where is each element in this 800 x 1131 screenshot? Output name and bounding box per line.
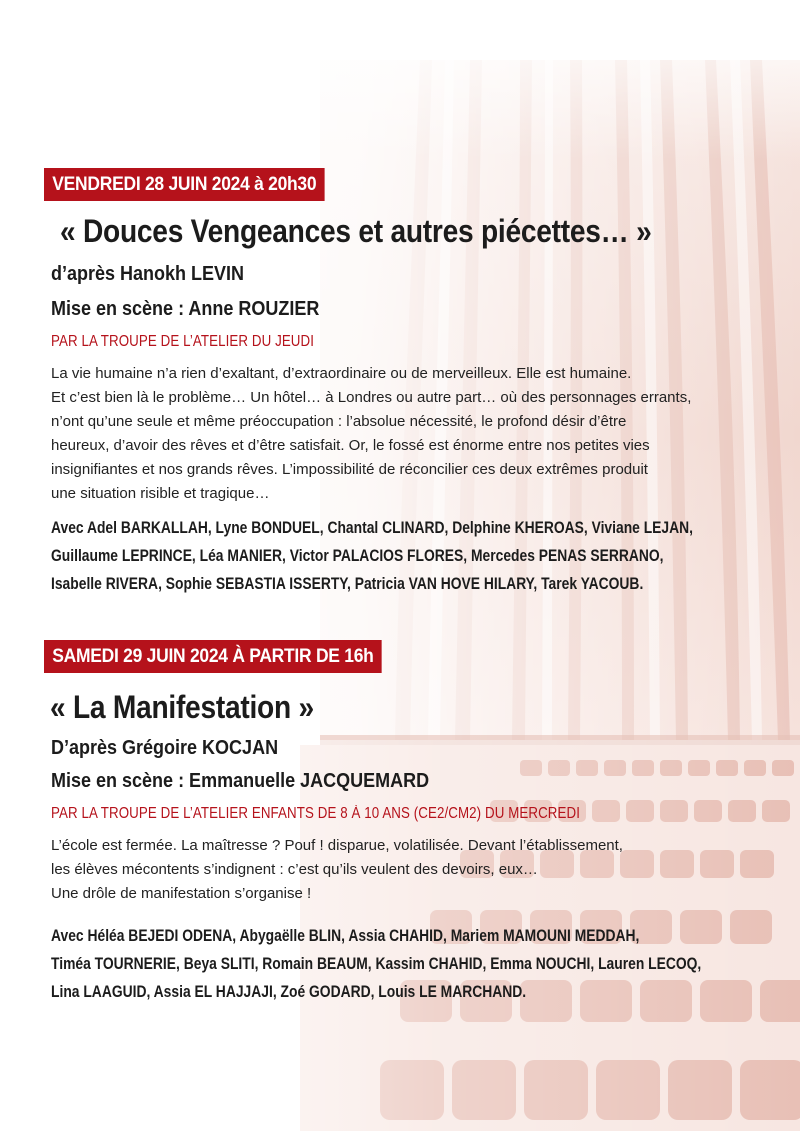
event-1-description-line: Et c’est bien là le problème… Un hôtel… à Londres ou autre part… où des personnages errants, (51, 389, 692, 406)
event-1-author: d’après Hanokh LEVIN (51, 263, 245, 285)
event-2-director: Mise en scène : Emmanuelle JACQUEMARD (51, 770, 430, 792)
event-1-cast-line: Avec Adel BARKALLAH, Lyne BONDUEL, Chantal CLINARD, Delphine KHEROAS, Viviane LEJAN, (51, 519, 694, 537)
event-2-cast-line: Avec Héléa BEJEDI ODENA, Abygaëlle BLIN, Assia CHAHID, Mariem MAMOUNI MEDDAH, (51, 927, 640, 945)
event-1-title: « Douces Vengeances et autres piécettes… » (60, 213, 652, 249)
event-1-description-line: La vie humaine n’a rien d’exaltant, d’extraordinaire ou de merveilleux. Elle est humaine. (51, 365, 632, 382)
event-2-description (51, 834, 791, 906)
event-1-cast-line: Guillaume LEPRINCE, Léa MANIER, Victor PALACIOS FLORES, Mercedes PENAS SERRANO, (51, 547, 664, 565)
event-1-description-line: une situation risible et tragique… (51, 485, 270, 502)
event-2-troupe: PAR LA TROUPE DE L’ATELIER ENFANTS DE 8 À 10 ANS (CE2/CM2) DU MERCREDI (51, 805, 580, 822)
event-1-cast-line: Isabelle RIVERA, Sophie SEBASTIA ISSERTY, Patricia VAN HOVE HILARY, Tarek YACOUB. (51, 575, 644, 593)
event-2-author: D’après Grégoire KOCJAN (51, 737, 279, 759)
event-1-description (51, 362, 791, 506)
event-1-director: Mise en scène : Anne ROUZIER (51, 298, 320, 320)
event-2-date-banner: SAMEDI 29 JUIN 2024 À PARTIR DE 16h (44, 640, 382, 673)
event-1-troupe: PAR LA TROUPE DE L’ATELIER DU JEUDI (51, 333, 315, 350)
event-2-description-line: Une drôle de manifestation s’organise ! (51, 885, 312, 902)
event-1-description-line: heureux, d’avoir des rêves et d’être satisfait. Or, le fossé est énorme entre nos petites vies (51, 437, 650, 454)
event-2-description-line: les élèves mécontents s’indignent : c’est qu’ils veulent des devoirs, eux… (51, 861, 538, 878)
event-1-description-line: insignifiantes et nos grands rêves. L’impossibilité de réconcilier ces deux extrêmes produit (51, 461, 648, 478)
event-2-cast (51, 922, 701, 1006)
event-2-cast-line: Timéa TOURNERIE, Beya SLITI, Romain BEAUM, Kassim CHAHID, Emma NOUCHI, Lauren LECOQ, (51, 955, 702, 973)
event-2-description-line: L’école est fermée. La maîtresse ? Pouf ! disparue, volatilisée. Devant l’établissement, (51, 837, 623, 854)
event-1-description-line: n’ont qu’une seule et même préoccupation : l’absolue nécessité, le profond désir d’être (51, 413, 627, 430)
event-1-date-banner: VENDREDI 28 JUIN 2024 à 20h30 (44, 168, 325, 201)
event-2-cast-line: Lina LAAGUID, Assia EL HAJJAJI, Zoé GODARD, Louis LE MARCHAND. (51, 983, 527, 1001)
event-2-title: « La Manifestation » (50, 689, 314, 725)
event-1-cast (51, 514, 693, 598)
